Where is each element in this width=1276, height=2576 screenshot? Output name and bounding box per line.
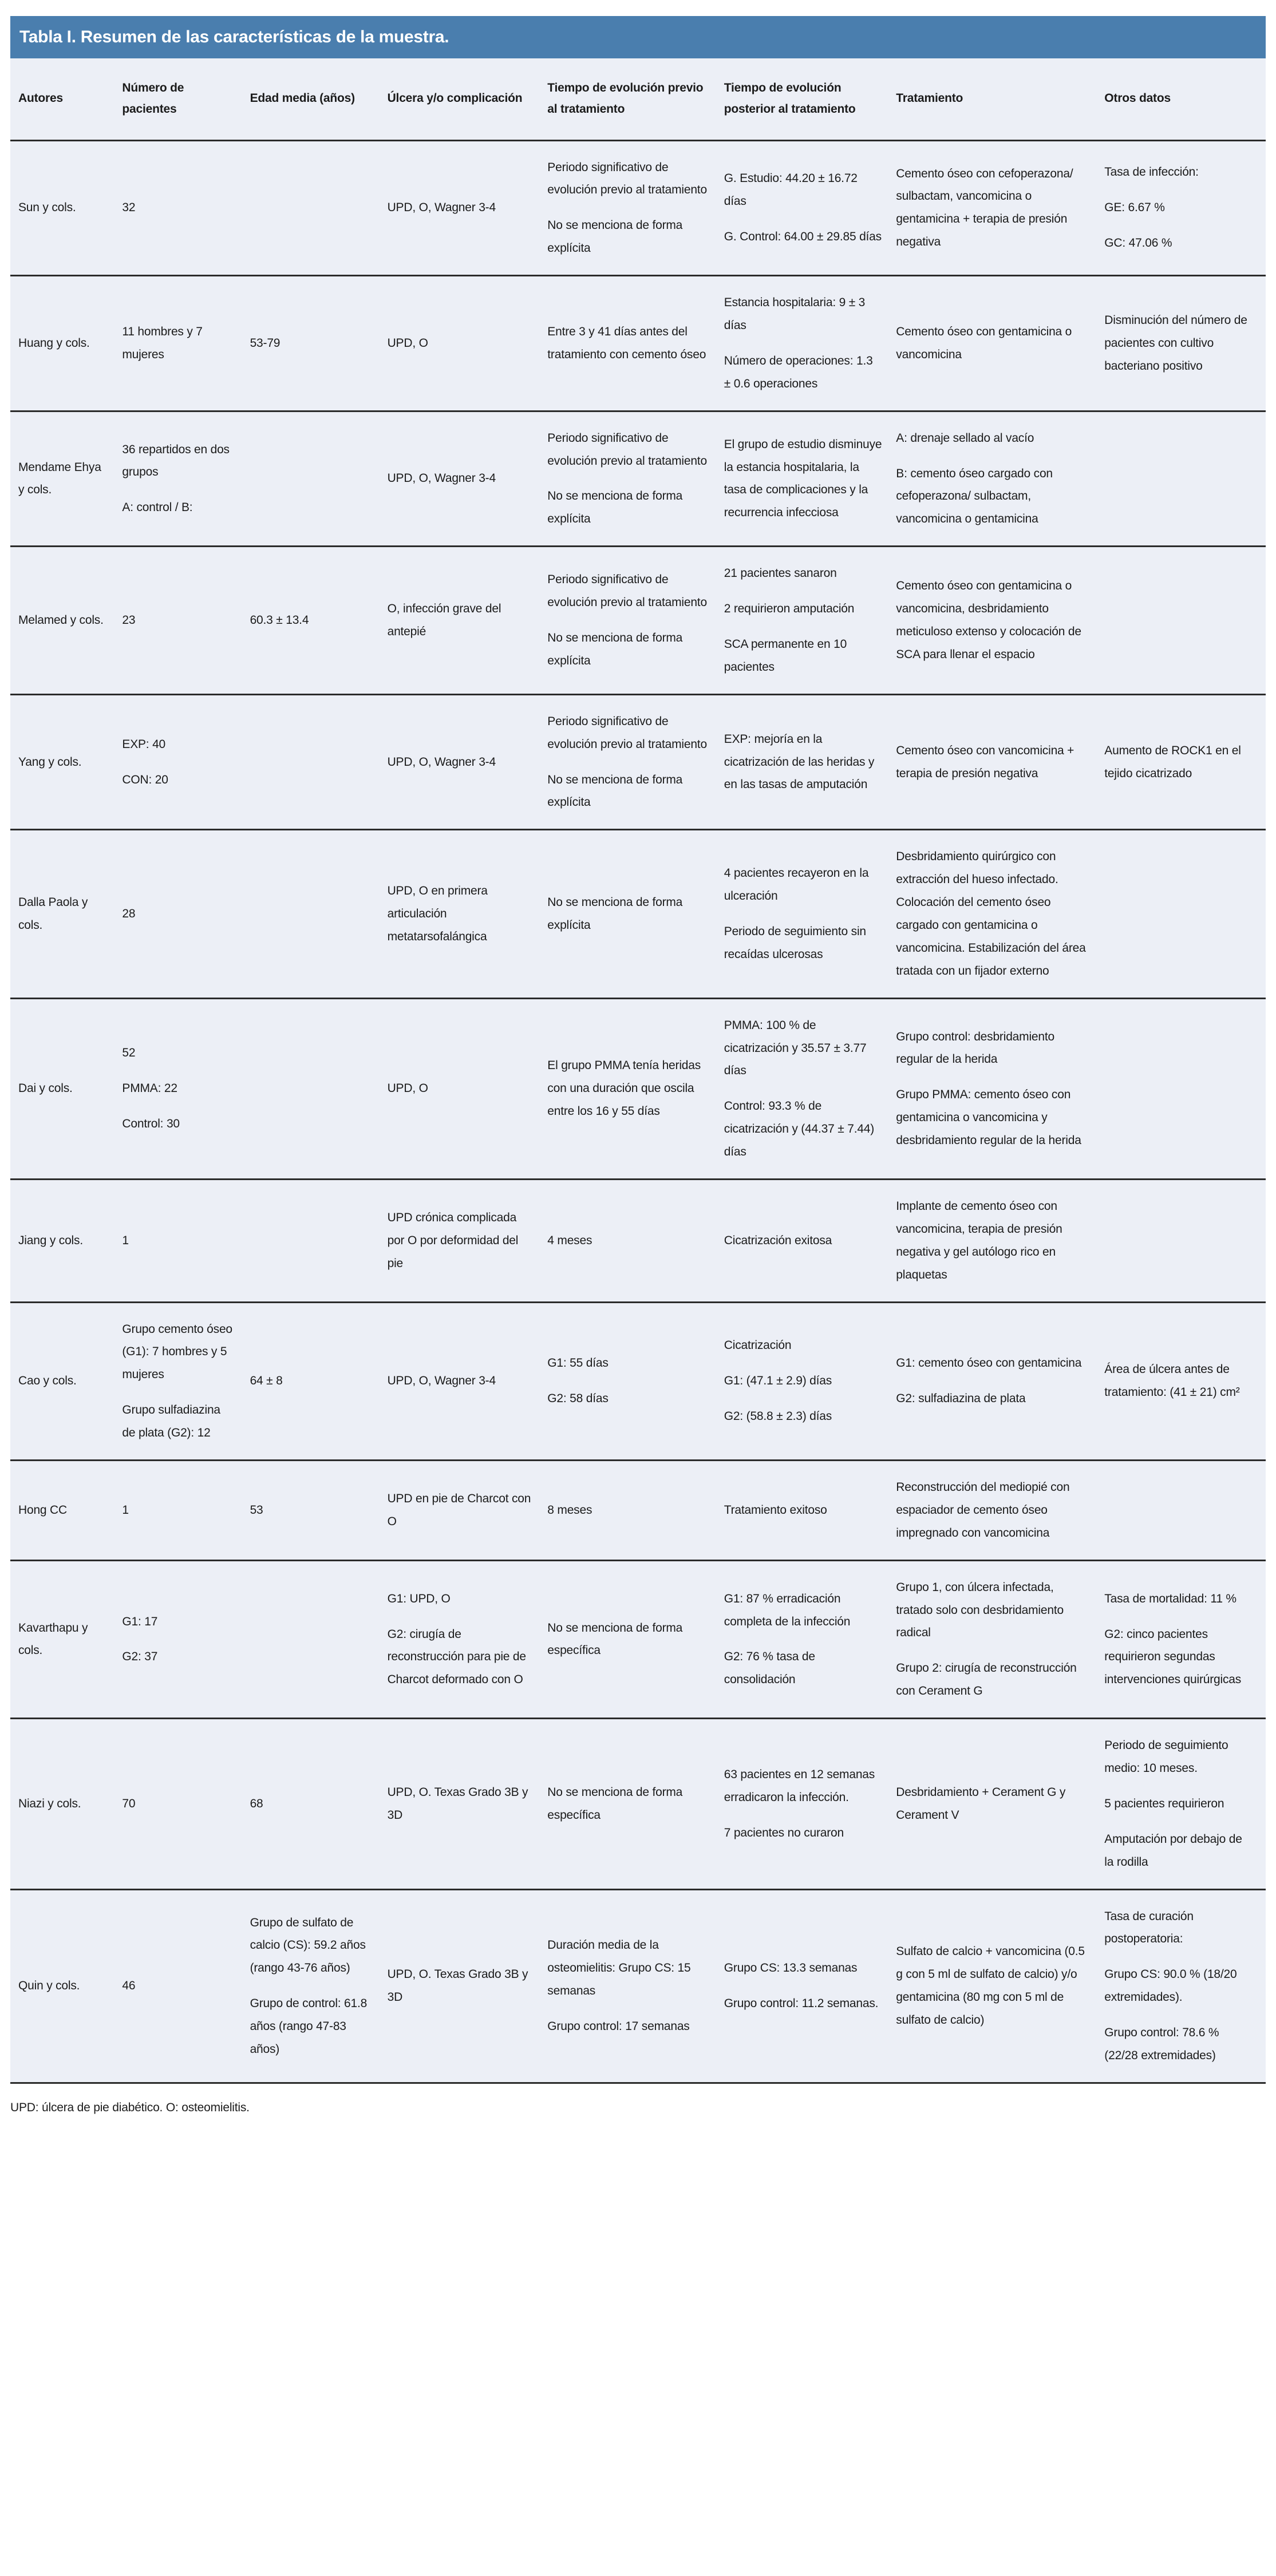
cell-paragraph: UPD, O. Texas Grado 3B y 3D: [387, 1785, 528, 1822]
table-cell-previo: [547, 1719, 724, 1888]
table-cell-autores: [10, 412, 122, 546]
cell-paragraph: G1: UPD, O: [387, 1592, 451, 1605]
cell-paragraph: No se menciona de forma explícita: [547, 219, 683, 255]
table-cell-ulcera: [388, 547, 548, 694]
table-cell-pacientes: [122, 412, 250, 546]
cell-paragraph: Cicatrización: [724, 1339, 792, 1352]
table-cell-otros: [1104, 1461, 1266, 1560]
cell-paragraph: PMMA: 22: [122, 1082, 177, 1095]
table-row: [10, 1719, 1266, 1890]
cell-paragraph: 4 meses: [547, 1233, 592, 1247]
table-cell-posterior: [724, 1180, 896, 1301]
cell-paragraph: B: cemento óseo cargado con cefoperazona/ sulbactam, vancomicina o gentamicina: [896, 466, 1053, 526]
table-cell-edad: [250, 1303, 388, 1459]
cell-paragraph: Grupo sulfadiazina de plata (G2): 12: [122, 1403, 220, 1440]
table-cell-otros: [1104, 141, 1266, 275]
cell-paragraph: Control: 93.3 % de cicatrización y (44.37 ± 7.44) días: [724, 1099, 875, 1159]
cell-paragraph: Quin y cols.: [18, 1979, 80, 1993]
cell-paragraph: Grupo 2: cirugía de reconstrucción con Cerament G: [896, 1661, 1077, 1698]
table-row: [10, 1890, 1266, 2084]
cell-paragraph: 23: [122, 614, 136, 627]
cell-paragraph: Dai y cols.: [18, 1082, 73, 1095]
cell-paragraph: No se menciona de forma específica: [547, 1785, 683, 1822]
table-header-row: [10, 58, 1266, 141]
cell-paragraph: 1: [122, 1233, 129, 1247]
table-cell-autores: [10, 695, 122, 829]
table-cell-pacientes: [122, 141, 250, 275]
table-cell-previo: [547, 1180, 724, 1301]
table-cell-autores: [10, 1719, 122, 1888]
column-header: Úlcera y/o complicación: [387, 92, 523, 105]
cell-paragraph: Grupo de sulfato de calcio (CS): 59.2 años (rango 43-76 años): [250, 1916, 366, 1975]
table-cell-ulcera: [388, 276, 548, 410]
cell-paragraph: Cemento óseo con cefoperazona/ sulbactam, vancomicina o gentamicina + terapia de presión negativa: [896, 167, 1073, 249]
table-cell-autores: [10, 1561, 122, 1718]
table-row: [10, 141, 1266, 277]
cell-paragraph: Jiang y cols.: [18, 1233, 83, 1247]
cell-paragraph: Tasa de infección:: [1104, 165, 1199, 179]
table-cell-edad: [250, 695, 388, 829]
table-row: [10, 1561, 1266, 1719]
table-cell-posterior: [724, 695, 896, 829]
cell-paragraph: 28: [122, 907, 136, 921]
cell-paragraph: Duración media de la osteomielitis: Grupo CS: 15 semanas: [547, 1938, 691, 1998]
cell-paragraph: Amputación por debajo de la rodilla: [1104, 1832, 1242, 1869]
table-cell-otros: [1104, 1561, 1266, 1718]
table-cell-posterior: [724, 1303, 896, 1459]
table-cell-posterior: [724, 276, 896, 410]
table-cell-pacientes: [122, 830, 250, 997]
table-cell-posterior: [724, 1561, 896, 1718]
table-cell-otros: [1104, 547, 1266, 694]
table-cell-previo: [547, 1303, 724, 1459]
table-row: [10, 830, 1266, 999]
cell-paragraph: O, infección grave del antepié: [387, 602, 501, 638]
cell-paragraph: No se menciona de forma específica: [547, 1621, 683, 1657]
cell-paragraph: G2: cinco pacientes requirieron segundas intervenciones quirúrgicas: [1104, 1627, 1242, 1687]
table-cell-ulcera: [388, 695, 548, 829]
table-cell-autores: [10, 276, 122, 410]
table-cell-tratamiento: [896, 1719, 1104, 1888]
table-cell-autores: [10, 547, 122, 694]
table-cell-tratamiento: [896, 1303, 1104, 1459]
table-cell-edad: [250, 547, 388, 694]
table-cell-ulcera: [388, 1890, 548, 2082]
table-cell-tratamiento: [896, 1890, 1104, 2082]
table-cell-pacientes: [122, 1561, 250, 1718]
cell-paragraph: UPD, O: [387, 1082, 428, 1095]
table-cell-edad: [250, 412, 388, 546]
cell-paragraph: Tasa de mortalidad: 11 %: [1104, 1592, 1237, 1605]
cell-paragraph: Cicatrización exitosa: [724, 1233, 832, 1247]
cell-paragraph: Grupo control: 11.2 semanas.: [724, 1997, 879, 2011]
table-row: [10, 1461, 1266, 1561]
cell-paragraph: Yang y cols.: [18, 755, 82, 769]
table-cell-ulcera: [388, 141, 548, 275]
table-cell-previo: [547, 547, 724, 694]
cell-paragraph: 70: [122, 1797, 136, 1810]
cell-paragraph: A: drenaje sellado al vacío: [896, 431, 1034, 445]
cell-paragraph: Desbridamiento quirúrgico con extracción del hueso infectado. Colocación del cemento óseo cargado con gentamicina o vancomicina. Estabilización del área tratada con un fijador externo: [896, 850, 1086, 978]
column-header: Tiempo de evolución previo al tratamiento: [547, 81, 704, 116]
cell-paragraph: GE: 6.67 %: [1104, 201, 1165, 215]
cell-paragraph: No se menciona de forma explícita: [547, 489, 683, 526]
cell-paragraph: Sun y cols.: [18, 201, 76, 215]
cell-paragraph: G2: 37: [122, 1650, 158, 1664]
cell-paragraph: Implante de cemento óseo con vancomicina, terapia de presión negativa y gel autólogo rico en plaquetas: [896, 1200, 1062, 1281]
cell-paragraph: 4 pacientes recayeron en la ulceración: [724, 866, 869, 903]
cell-paragraph: 1: [122, 1503, 129, 1517]
cell-paragraph: 36 repartidos en dos grupos: [122, 442, 230, 479]
cell-paragraph: Cemento óseo con gentamicina o vancomicina: [896, 325, 1072, 361]
table-cell-edad: [250, 1561, 388, 1718]
cell-paragraph: No se menciona de forma explícita: [547, 631, 683, 667]
table-cell-posterior: [724, 1719, 896, 1888]
cell-paragraph: UPD, O, Wagner 3-4: [387, 755, 496, 769]
cell-paragraph: Número de operaciones: 1.3 ± 0.6 operaciones: [724, 354, 873, 390]
cell-paragraph: G2: (58.8 ± 2.3) días: [724, 1410, 832, 1423]
table-cell-edad: [250, 141, 388, 275]
table-cell-otros: [1104, 1303, 1266, 1459]
cell-paragraph: 63 pacientes en 12 semanas erradicaron la infección.: [724, 1768, 875, 1804]
table-cell-edad: [250, 1719, 388, 1888]
cell-paragraph: Niazi y cols.: [18, 1797, 81, 1810]
cell-paragraph: No se menciona de forma explícita: [547, 896, 683, 932]
cell-paragraph: Hong CC: [18, 1503, 67, 1517]
cell-paragraph: UPD, O, Wagner 3-4: [387, 201, 496, 215]
table-cell-previo: [547, 1561, 724, 1718]
cell-paragraph: EXP: mejoría en la cicatrización de las heridas y en las tasas de amputación: [724, 732, 875, 792]
cell-paragraph: Grupo PMMA: cemento óseo con gentamicina o vancomicina y desbridamiento regular de la herida: [896, 1088, 1081, 1147]
table-cell-previo: [547, 1890, 724, 2082]
table-cell-autores: [10, 999, 122, 1178]
cell-paragraph: No se menciona de forma explícita: [547, 773, 683, 809]
cell-paragraph: Área de úlcera antes de tratamiento: (41 ± 21) cm²: [1104, 1363, 1240, 1399]
table-cell-pacientes: [122, 1461, 250, 1560]
cell-paragraph: 68: [250, 1797, 263, 1810]
table-body: [10, 141, 1266, 2084]
table-cell-autores: [10, 141, 122, 275]
cell-paragraph: Grupo cemento óseo (G1): 7 hombres y 5 mujeres: [122, 1322, 232, 1382]
table-row: [10, 999, 1266, 1180]
cell-paragraph: CON: 20: [122, 773, 168, 786]
cell-paragraph: 2 requirieron amputación: [724, 602, 855, 616]
table-cell-posterior: [724, 141, 896, 275]
cell-paragraph: Reconstrucción del mediopié con espaciador de cemento óseo impregnado con vancomicina: [896, 1481, 1070, 1540]
table-cell-pacientes: [122, 547, 250, 694]
cell-paragraph: G1: 55 días: [547, 1356, 609, 1370]
table-cell-posterior: [724, 830, 896, 997]
column-header: Número de pacientes: [122, 81, 184, 116]
table-row: [10, 276, 1266, 412]
table-cell-pacientes: [122, 999, 250, 1178]
table-cell-otros: [1104, 695, 1266, 829]
cell-paragraph: Cemento óseo con gentamicina o vancomicina, desbridamiento meticuloso extenso y colocación de SCA para llenar el espacio: [896, 579, 1081, 661]
cell-paragraph: 53: [250, 1503, 263, 1517]
table-cell-autores: [10, 830, 122, 997]
table-cell-previo: [547, 141, 724, 275]
cell-paragraph: 60.3 ± 13.4: [250, 614, 309, 627]
table-cell-tratamiento: [896, 412, 1104, 546]
cell-paragraph: Mendame Ehya y cols.: [18, 460, 101, 497]
table-title-bar: [10, 16, 1266, 58]
cell-paragraph: UPD en pie de Charcot con O: [387, 1491, 531, 1528]
table-cell-posterior: [724, 412, 896, 546]
table-cell-ulcera: [388, 1719, 548, 1888]
table-cell-otros: [1104, 830, 1266, 997]
table-row: [10, 412, 1266, 548]
cell-paragraph: 11 hombres y 7 mujeres: [122, 325, 203, 361]
table-cell-edad: [250, 1461, 388, 1560]
cell-paragraph: G. Estudio: 44.20 ± 16.72 días: [724, 172, 858, 208]
cell-paragraph: Entre 3 y 41 días antes del tratamiento con cemento óseo: [547, 325, 706, 361]
table-cell-otros: [1104, 1890, 1266, 2082]
cell-paragraph: G2: cirugía de reconstrucción para pie de Charcot deformado con O: [387, 1627, 526, 1687]
cell-paragraph: Control: 30: [122, 1117, 180, 1131]
table-cell-autores: [10, 1890, 122, 2082]
cell-paragraph: 46: [122, 1979, 136, 1993]
cell-paragraph: Cao y cols.: [18, 1374, 77, 1388]
cell-paragraph: Melamed y cols.: [18, 614, 104, 627]
table-cell-autores: [10, 1461, 122, 1560]
cell-paragraph: Periodo significativo de evolución previo al tratamiento: [547, 714, 707, 751]
cell-paragraph: A: control / B:: [122, 501, 193, 515]
cell-paragraph: G2: sulfadiazina de plata: [896, 1392, 1026, 1406]
column-header: Autores: [18, 92, 63, 105]
cell-paragraph: G. Control: 64.00 ± 29.85 días: [724, 230, 882, 244]
cell-paragraph: SCA permanente en 10 pacientes: [724, 637, 847, 674]
cell-paragraph: Grupo control: 78.6 % (22/28 extremidades): [1104, 2026, 1219, 2063]
table-cell-previo: [547, 276, 724, 410]
cell-paragraph: Grupo control: 17 semanas: [547, 2020, 690, 2033]
table-cell-tratamiento: [896, 1461, 1104, 1560]
table-cell-tratamiento: [896, 999, 1104, 1178]
cell-paragraph: Periodo significativo de evolución previo al tratamiento: [547, 160, 707, 197]
table-cell-tratamiento: [896, 276, 1104, 410]
cell-paragraph: UPD, O, Wagner 3-4: [387, 1374, 496, 1388]
table-cell-otros: [1104, 276, 1266, 410]
table-cell-previo: [547, 830, 724, 997]
table-cell-edad: [250, 830, 388, 997]
table-cell-pacientes: [122, 276, 250, 410]
cell-paragraph: UPD crónica complicada por O por deformidad del pie: [387, 1210, 519, 1270]
summary-table: [10, 16, 1266, 2084]
cell-paragraph: G1: 87 % erradicación completa de la infección: [724, 1592, 851, 1628]
cell-paragraph: G1: (47.1 ± 2.9) días: [724, 1374, 832, 1388]
table-cell-otros: [1104, 1180, 1266, 1301]
table-cell-edad: [250, 1890, 388, 2082]
table-cell-pacientes: [122, 1719, 250, 1888]
table-cell-otros: [1104, 412, 1266, 546]
table-cell-posterior: [724, 547, 896, 694]
cell-paragraph: Grupo de control: 61.8 años (rango 47-83 años): [250, 1997, 368, 2056]
table-cell-ulcera: [388, 1561, 548, 1718]
cell-paragraph: EXP: 40: [122, 737, 166, 751]
cell-paragraph: G2: 76 % tasa de consolidación: [724, 1650, 815, 1687]
cell-paragraph: 21 pacientes sanaron: [724, 567, 837, 580]
table-cell-edad: [250, 999, 388, 1178]
table-row: [10, 1303, 1266, 1461]
table-cell-tratamiento: [896, 695, 1104, 829]
table-cell-edad: [250, 276, 388, 410]
cell-paragraph: UPD, O en primera articulación metatarsofalángica: [387, 884, 488, 943]
cell-paragraph: UPD, O, Wagner 3-4: [387, 472, 496, 485]
table-cell-otros: [1104, 999, 1266, 1178]
cell-paragraph: Periodo de seguimiento sin recaídas ulcerosas: [724, 924, 866, 961]
cell-paragraph: Grupo CS: 90.0 % (18/20 extremidades).: [1104, 1968, 1237, 2004]
cell-paragraph: 7 pacientes no curaron: [724, 1826, 844, 1839]
cell-paragraph: Desbridamiento + Cerament G y Cerament V: [896, 1785, 1066, 1822]
table-cell-tratamiento: [896, 830, 1104, 997]
table-cell-pacientes: [122, 1890, 250, 2082]
table-row: [10, 695, 1266, 831]
cell-paragraph: Cemento óseo con vancomicina + terapia de presión negativa: [896, 743, 1074, 780]
table-cell-ulcera: [388, 1303, 548, 1459]
column-header: Tiempo de evolución posterior al tratamiento: [724, 81, 856, 116]
cell-paragraph: Estancia hospitalaria: 9 ± 3 días: [724, 296, 866, 332]
table-cell-pacientes: [122, 1180, 250, 1301]
column-header: Otros datos: [1104, 92, 1171, 105]
table-cell-posterior: [724, 999, 896, 1178]
cell-paragraph: Grupo control: desbridamiento regular de la herida: [896, 1030, 1054, 1066]
table-cell-previo: [547, 1461, 724, 1560]
cell-paragraph: G1: cemento óseo con gentamicina: [896, 1356, 1082, 1370]
cell-paragraph: 5 pacientes requirieron: [1104, 1797, 1224, 1810]
cell-paragraph: G1: 17: [122, 1615, 158, 1628]
table-cell-previo: [547, 695, 724, 829]
cell-paragraph: 53-79: [250, 336, 281, 350]
table-row: [10, 547, 1266, 695]
table-cell-tratamiento: [896, 1561, 1104, 1718]
table-row: [10, 1180, 1266, 1303]
column-header: Tratamiento: [896, 92, 963, 105]
cell-paragraph: Disminución del número de pacientes con cultivo bacteriano positivo: [1104, 314, 1247, 373]
table-cell-posterior: [724, 1461, 896, 1560]
cell-paragraph: 64 ± 8: [250, 1374, 283, 1388]
cell-paragraph: 32: [122, 201, 136, 215]
cell-paragraph: Sulfato de calcio + vancomicina (0.5 g con 5 ml de sulfato de calcio) y/o gentamicina (80 mg con 5 ml de sulfato de calcio): [896, 1945, 1085, 2027]
table-footnote: UPD: úlcera de pie diabético. O: osteomielitis.: [10, 2100, 250, 2114]
table-title: Tabla I. Resumen de las características de la muestra.: [19, 27, 449, 46]
cell-paragraph: El grupo PMMA tenía heridas con una duración que oscila entre los 16 y 55 días: [547, 1059, 701, 1118]
table-cell-edad: [250, 1180, 388, 1301]
cell-paragraph: 52: [122, 1046, 136, 1060]
table-cell-otros: [1104, 1719, 1266, 1888]
table-cell-tratamiento: [896, 1180, 1104, 1301]
cell-paragraph: Huang y cols.: [18, 336, 90, 350]
cell-paragraph: Periodo significativo de evolución previo al tratamiento: [547, 431, 707, 468]
cell-paragraph: Periodo de seguimiento medio: 10 meses.: [1104, 1739, 1228, 1775]
cell-paragraph: GC: 47.06 %: [1104, 236, 1172, 250]
cell-paragraph: Grupo CS: 13.3 semanas: [724, 1961, 858, 1975]
cell-paragraph: G2: 58 días: [547, 1392, 609, 1406]
table-cell-posterior: [724, 1890, 896, 2082]
cell-paragraph: Periodo significativo de evolución previo al tratamiento: [547, 573, 707, 610]
table-cell-previo: [547, 412, 724, 546]
cell-paragraph: UPD, O: [387, 336, 428, 350]
cell-paragraph: Tratamiento exitoso: [724, 1503, 827, 1517]
table-cell-ulcera: [388, 1461, 548, 1560]
table-cell-autores: [10, 1180, 122, 1301]
cell-paragraph: Kavarthapu y cols.: [18, 1621, 88, 1657]
column-header: Edad media (años): [250, 92, 355, 105]
table-cell-previo: [547, 999, 724, 1178]
cell-paragraph: 8 meses: [547, 1503, 592, 1517]
table-cell-ulcera: [388, 412, 548, 546]
cell-paragraph: UPD, O. Texas Grado 3B y 3D: [387, 1968, 528, 2004]
table-cell-ulcera: [388, 999, 548, 1178]
table-cell-tratamiento: [896, 141, 1104, 275]
cell-paragraph: Tasa de curación postoperatoria:: [1104, 1909, 1194, 1946]
table-cell-autores: [10, 1303, 122, 1459]
cell-paragraph: Dalla Paola y cols.: [18, 896, 88, 932]
cell-paragraph: Grupo 1, con úlcera infectada, tratado solo con desbridamiento radical: [896, 1580, 1064, 1640]
table-cell-ulcera: [388, 1180, 548, 1301]
table-cell-pacientes: [122, 695, 250, 829]
cell-paragraph: Aumento de ROCK1 en el tejido cicatrizado: [1104, 743, 1241, 780]
table-cell-tratamiento: [896, 547, 1104, 694]
cell-paragraph: PMMA: 100 % de cicatrización y 35.57 ± 3.77 días: [724, 1018, 867, 1078]
table-cell-ulcera: [388, 830, 548, 997]
cell-paragraph: El grupo de estudio disminuye la estancia hospitalaria, la tasa de complicaciones y la recurrencia infecciosa: [724, 437, 882, 520]
table-cell-pacientes: [122, 1303, 250, 1459]
